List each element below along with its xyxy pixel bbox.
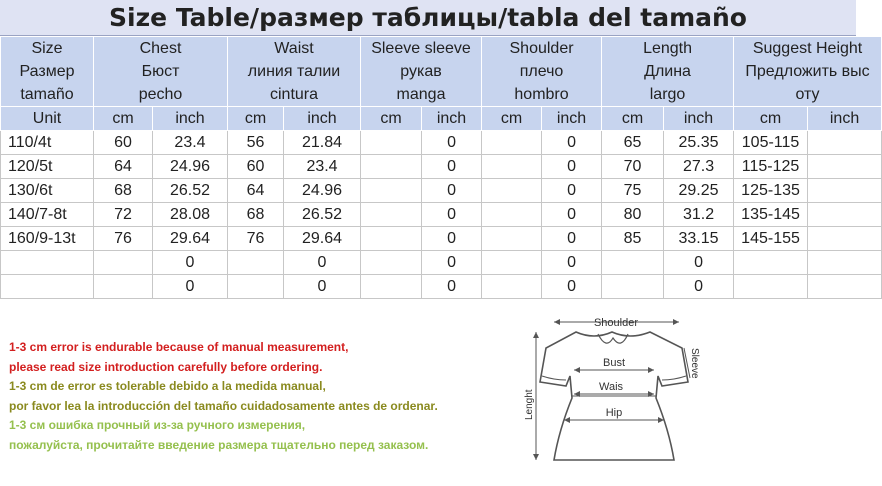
value-cell bbox=[734, 251, 808, 275]
shoulder-label: Shoulder bbox=[593, 317, 639, 329]
value-cell: 60 bbox=[228, 155, 284, 179]
value-cell bbox=[808, 275, 882, 299]
value-cell: 29.25 bbox=[664, 179, 734, 203]
value-cell: 115-125 bbox=[734, 155, 808, 179]
value-cell bbox=[808, 131, 882, 155]
unit-cell: inch bbox=[153, 107, 228, 131]
value-cell: 0 bbox=[422, 275, 482, 299]
header-length-en: Length bbox=[643, 40, 692, 57]
length-label: Lenght bbox=[524, 389, 535, 420]
value-cell bbox=[361, 203, 422, 227]
header-chest-es: pecho bbox=[138, 86, 183, 103]
unit-cell: cm bbox=[361, 107, 422, 131]
value-cell bbox=[482, 275, 542, 299]
header-chest-en: Chest bbox=[139, 40, 182, 57]
size-cell bbox=[1, 251, 94, 275]
value-cell bbox=[808, 155, 882, 179]
value-cell: 0 bbox=[542, 203, 602, 227]
value-cell bbox=[808, 251, 882, 275]
value-cell bbox=[482, 131, 542, 155]
unit-cell: inch bbox=[664, 107, 734, 131]
value-cell: 0 bbox=[153, 251, 228, 275]
value-cell: 23.4 bbox=[153, 131, 228, 155]
unit-cell: Unit bbox=[1, 107, 94, 131]
value-cell: 0 bbox=[422, 203, 482, 227]
note-line: por favor lea la introducción del tamaño cuidadosamente antes de ordenar. bbox=[9, 398, 438, 413]
value-cell: 0 bbox=[664, 251, 734, 275]
value-cell bbox=[808, 203, 882, 227]
value-cell: 145-155 bbox=[734, 227, 808, 251]
value-cell bbox=[361, 251, 422, 275]
size-table bbox=[0, 36, 882, 299]
size-cell: 110/4t bbox=[1, 131, 94, 155]
value-cell bbox=[361, 131, 422, 155]
value-cell bbox=[602, 251, 664, 275]
header-suggest-height bbox=[734, 37, 882, 107]
value-cell bbox=[94, 251, 153, 275]
value-cell: 24.96 bbox=[284, 179, 361, 203]
header-waist-es: cintura bbox=[269, 86, 319, 103]
header-sleeve-en: Sleeve sleeve bbox=[371, 40, 471, 57]
value-cell bbox=[228, 251, 284, 275]
unit-cell: cm bbox=[228, 107, 284, 131]
header-waist-en: Waist bbox=[274, 40, 314, 57]
value-cell: 0 bbox=[284, 275, 361, 299]
value-cell: 0 bbox=[542, 155, 602, 179]
value-cell: 72 bbox=[94, 203, 153, 227]
value-cell: 60 bbox=[94, 131, 153, 155]
unit-cell: cm bbox=[94, 107, 153, 131]
sleeve-label: Sleeve bbox=[689, 348, 700, 379]
value-cell: 85 bbox=[602, 227, 664, 251]
value-cell bbox=[482, 251, 542, 275]
header-row bbox=[1, 37, 882, 107]
value-cell bbox=[482, 179, 542, 203]
value-cell: 25.35 bbox=[664, 131, 734, 155]
value-cell: 68 bbox=[228, 203, 284, 227]
waist-label: Wais bbox=[599, 381, 624, 393]
value-cell: 31.2 bbox=[664, 203, 734, 227]
header-height-ru: Предложить выс bbox=[745, 63, 870, 80]
note-line: 1-3 cm de error es tolerable debido a la medida manual, bbox=[9, 379, 326, 393]
measurement-notes bbox=[9, 338, 509, 455]
hip-label: Hip bbox=[605, 407, 623, 419]
value-cell: 0 bbox=[542, 131, 602, 155]
value-cell: 65 bbox=[602, 131, 664, 155]
header-shoulder-en: Shoulder bbox=[509, 40, 574, 57]
value-cell: 0 bbox=[422, 251, 482, 275]
value-cell bbox=[734, 275, 808, 299]
header-waist-ru: линия талии bbox=[247, 63, 341, 80]
value-cell bbox=[94, 275, 153, 299]
value-cell: 80 bbox=[602, 203, 664, 227]
value-cell bbox=[228, 275, 284, 299]
value-cell: 29.64 bbox=[153, 227, 228, 251]
size-cell: 130/6t bbox=[1, 179, 94, 203]
value-cell: 0 bbox=[542, 275, 602, 299]
table-row bbox=[1, 203, 882, 227]
header-length-es: largo bbox=[649, 86, 686, 103]
value-cell: 64 bbox=[228, 179, 284, 203]
garment-measurement-diagram bbox=[514, 310, 719, 476]
table-row bbox=[1, 227, 882, 251]
value-cell: 0 bbox=[422, 155, 482, 179]
value-cell: 75 bbox=[602, 179, 664, 203]
header-shoulder-ru: плечо bbox=[519, 63, 564, 80]
value-cell: 27.3 bbox=[664, 155, 734, 179]
note-line: 1-3 см ошибка прочный из-за ручного измерения, bbox=[9, 418, 306, 432]
value-cell bbox=[361, 155, 422, 179]
value-cell: 76 bbox=[228, 227, 284, 251]
value-cell: 0 bbox=[542, 251, 602, 275]
header-size-ru: Размер bbox=[19, 63, 75, 80]
header-length-ru: Длина bbox=[644, 63, 691, 80]
note-line: please read size introduction carefully before ordering. bbox=[9, 359, 323, 374]
size-cell: 140/7-8t bbox=[1, 203, 94, 227]
header-length bbox=[602, 37, 734, 107]
unit-cell: inch bbox=[422, 107, 482, 131]
header-waist bbox=[228, 37, 361, 107]
value-cell: 125-135 bbox=[734, 179, 808, 203]
note-line: пожалуйста, прочитайте введение размера тщательно перед заказом. bbox=[9, 437, 429, 452]
value-cell: 0 bbox=[422, 131, 482, 155]
value-cell: 0 bbox=[542, 179, 602, 203]
value-cell: 70 bbox=[602, 155, 664, 179]
header-shoulder bbox=[482, 37, 602, 107]
header-size bbox=[1, 37, 94, 107]
header-chest bbox=[94, 37, 228, 107]
header-chest-ru: Бюст bbox=[141, 63, 180, 80]
header-height-en: Suggest Height bbox=[752, 40, 863, 57]
value-cell bbox=[361, 275, 422, 299]
value-cell: 0 bbox=[542, 227, 602, 251]
value-cell: 26.52 bbox=[284, 203, 361, 227]
value-cell: 33.15 bbox=[664, 227, 734, 251]
header-sleeve-ru: рукав bbox=[400, 63, 442, 80]
value-cell: 0 bbox=[422, 179, 482, 203]
unit-cell: inch bbox=[808, 107, 882, 131]
unit-cell: cm bbox=[482, 107, 542, 131]
size-cell: 120/5t bbox=[1, 155, 94, 179]
size-table-body bbox=[1, 37, 882, 299]
value-cell bbox=[482, 203, 542, 227]
value-cell bbox=[808, 179, 882, 203]
value-cell bbox=[361, 179, 422, 203]
value-cell: 68 bbox=[94, 179, 153, 203]
size-cell bbox=[1, 275, 94, 299]
value-cell: 64 bbox=[94, 155, 153, 179]
page-title: Size Table/размер таблицы/tabla del tamaño bbox=[0, 0, 856, 36]
header-height-ru-cont: оту bbox=[795, 86, 820, 103]
value-cell: 28.08 bbox=[153, 203, 228, 227]
value-cell: 29.64 bbox=[284, 227, 361, 251]
header-sleeve-es: manga bbox=[396, 86, 446, 103]
value-cell: 56 bbox=[228, 131, 284, 155]
unit-cell: cm bbox=[734, 107, 808, 131]
unit-row bbox=[1, 107, 882, 131]
table-row bbox=[1, 179, 882, 203]
size-cell: 160/9-13t bbox=[1, 227, 94, 251]
unit-cell: inch bbox=[284, 107, 361, 131]
table-row bbox=[1, 275, 882, 299]
value-cell: 0 bbox=[153, 275, 228, 299]
value-cell: 24.96 bbox=[153, 155, 228, 179]
value-cell: 0 bbox=[284, 251, 361, 275]
value-cell: 0 bbox=[664, 275, 734, 299]
value-cell bbox=[482, 227, 542, 251]
header-shoulder-es: hombro bbox=[514, 86, 569, 103]
value-cell: 26.52 bbox=[153, 179, 228, 203]
unit-cell: cm bbox=[602, 107, 664, 131]
value-cell bbox=[808, 227, 882, 251]
unit-cell: inch bbox=[542, 107, 602, 131]
value-cell: 135-145 bbox=[734, 203, 808, 227]
header-size-en: Size bbox=[31, 40, 63, 57]
value-cell: 0 bbox=[422, 227, 482, 251]
table-row bbox=[1, 155, 882, 179]
bust-label: Bust bbox=[602, 357, 626, 369]
table-row bbox=[1, 251, 882, 275]
value-cell: 23.4 bbox=[284, 155, 361, 179]
value-cell bbox=[602, 275, 664, 299]
value-cell: 105-115 bbox=[734, 131, 808, 155]
value-cell bbox=[361, 227, 422, 251]
value-cell: 21.84 bbox=[284, 131, 361, 155]
note-line: 1-3 cm error is endurable because of manual measurement, bbox=[9, 340, 349, 354]
header-size-es: tamaño bbox=[20, 86, 74, 103]
value-cell bbox=[482, 155, 542, 179]
header-sleeve bbox=[361, 37, 482, 107]
table-row bbox=[1, 131, 882, 155]
value-cell: 76 bbox=[94, 227, 153, 251]
